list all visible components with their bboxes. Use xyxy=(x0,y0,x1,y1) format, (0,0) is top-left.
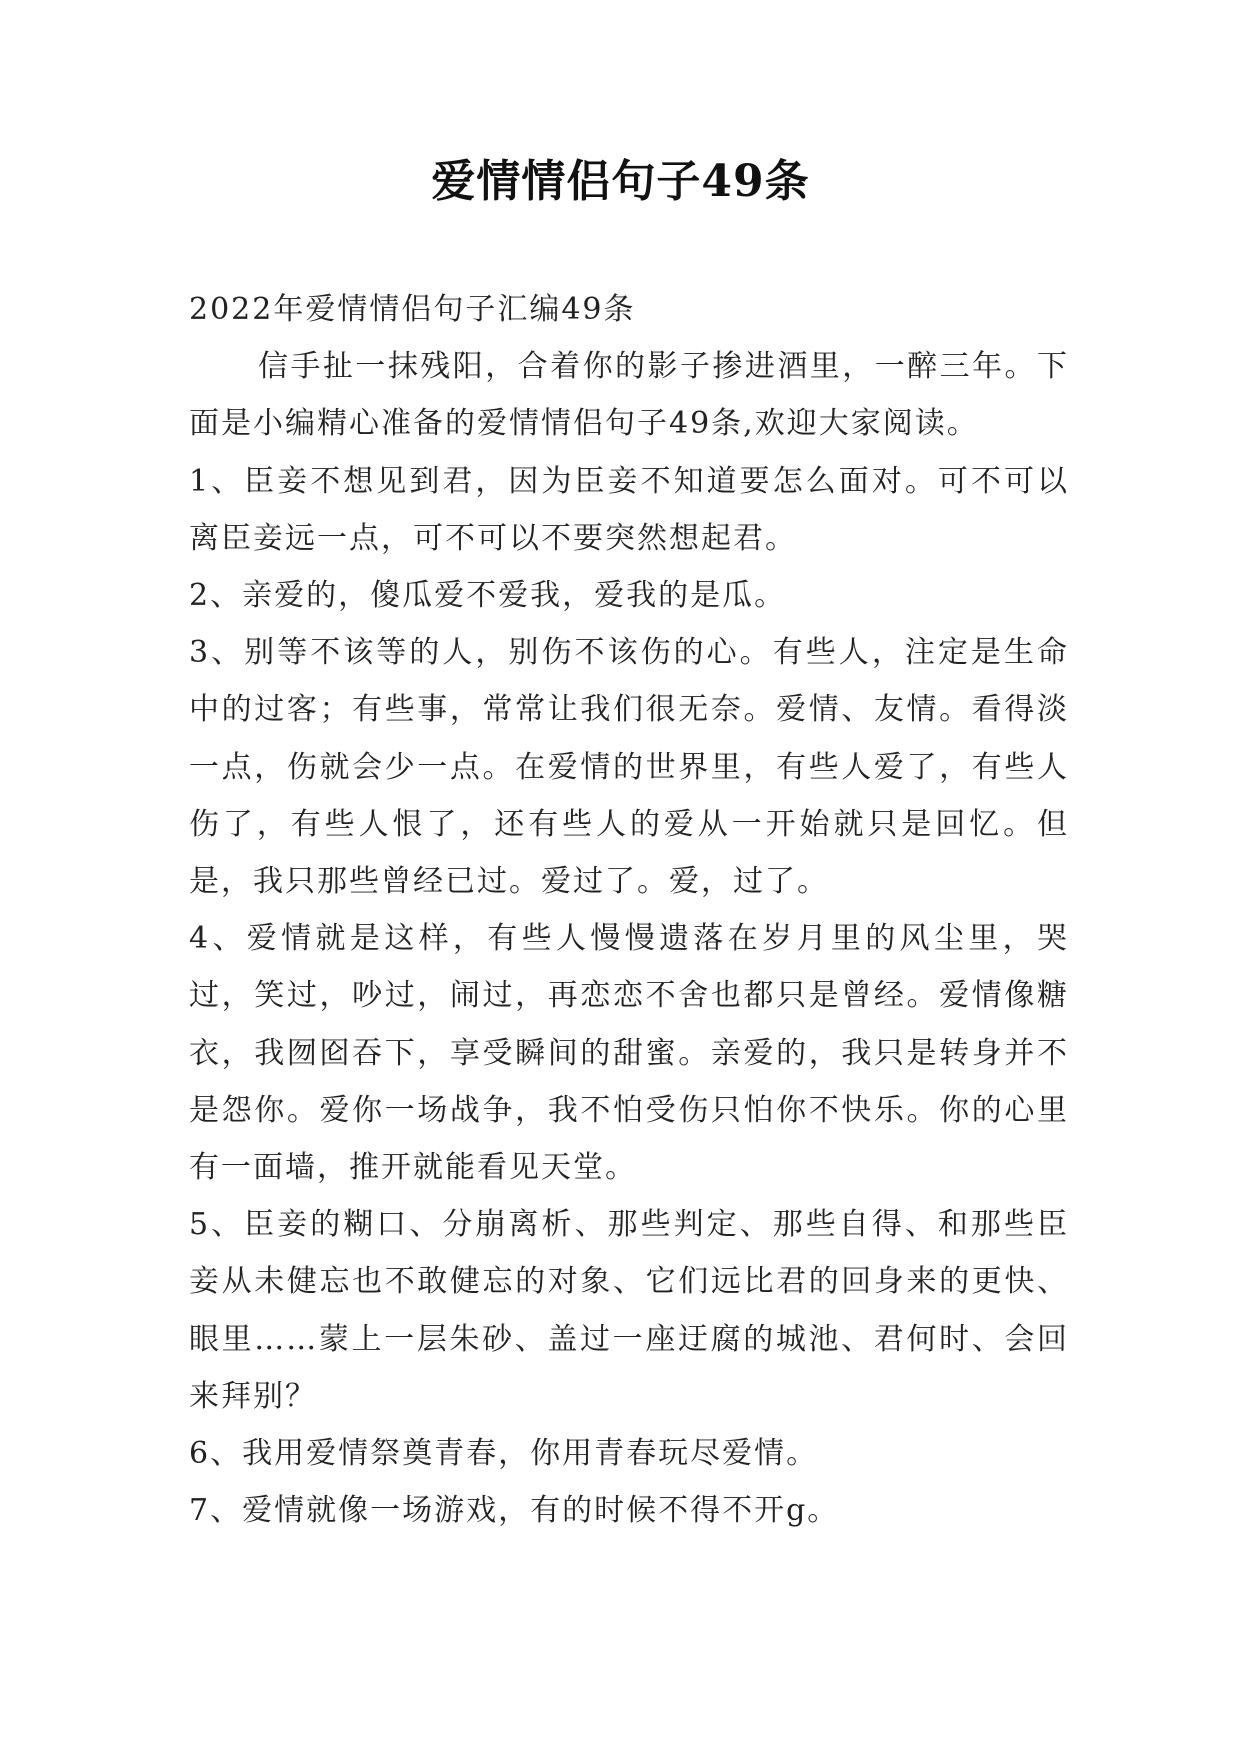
list-item-3: 3、别等不该等的人，别伤不该伤的心。有些人，注定是生命中的过客；有些事，常常让我们很无奈。爱情、友情。看得淡一点，伤就会少一点。在爱情的世界里，有些人爱了，有些人伤了，有些人恨了，还有些人的爱从一开始就只是回忆。但是，我只那些曾经已过。爱过了。爱，过了。 xyxy=(189,635,1069,900)
document-body xyxy=(189,281,1069,1539)
list-item-4: 4、爱情就是这样，有些人慢慢遗落在岁月里的风尘里，哭过，笑过，吵过，闹过，再恋恋不舍也都只是曾经。爱情像糖衣，我囫囵吞下，享受瞬间的甜蜜。亲爱的，我只是转身并不是怨你。爱你一场战争，我不怕受伤只怕你不快乐。你的心里有一面墙，推开就能看见天堂。 xyxy=(189,921,1069,1186)
intro-paragraph: 信手扯一抹残阳，合着你的影子掺进酒里，一醉三年。下面是小编精心准备的爱情情侣句子49条,欢迎大家阅读。 xyxy=(189,349,1069,442)
document-title: 爱情情侣句子49条 xyxy=(431,156,810,207)
list-item-2: 2、亲爱的，傻瓜爱不爱我，爱我的是瓜。 xyxy=(189,578,787,614)
list-item-1: 1、臣妾不想见到君，因为臣妾不知道要怎么面对。可不可以离臣妾远一点，可不可以不要突然想起君。 xyxy=(189,463,1069,556)
list-item-7: 7、爱情就像一场游戏，有的时候不得不开g。 xyxy=(189,1493,840,1529)
document-subtitle: 2022年爱情情侣句子汇编49条 xyxy=(189,292,636,327)
list-item-6: 6、我用爱情祭奠青春，你用青春玩尽爱情。 xyxy=(189,1436,819,1472)
list-item-5: 5、臣妾的糊口、分崩离析、那些判定、那些自得、和那些臣妾从未健忘也不敢健忘的对象、它们远比君的回身来的更快、眼里……蒙上一层朱砂、盖过一座迂腐的城池、君何时、会回来拜别？ xyxy=(189,1207,1069,1414)
